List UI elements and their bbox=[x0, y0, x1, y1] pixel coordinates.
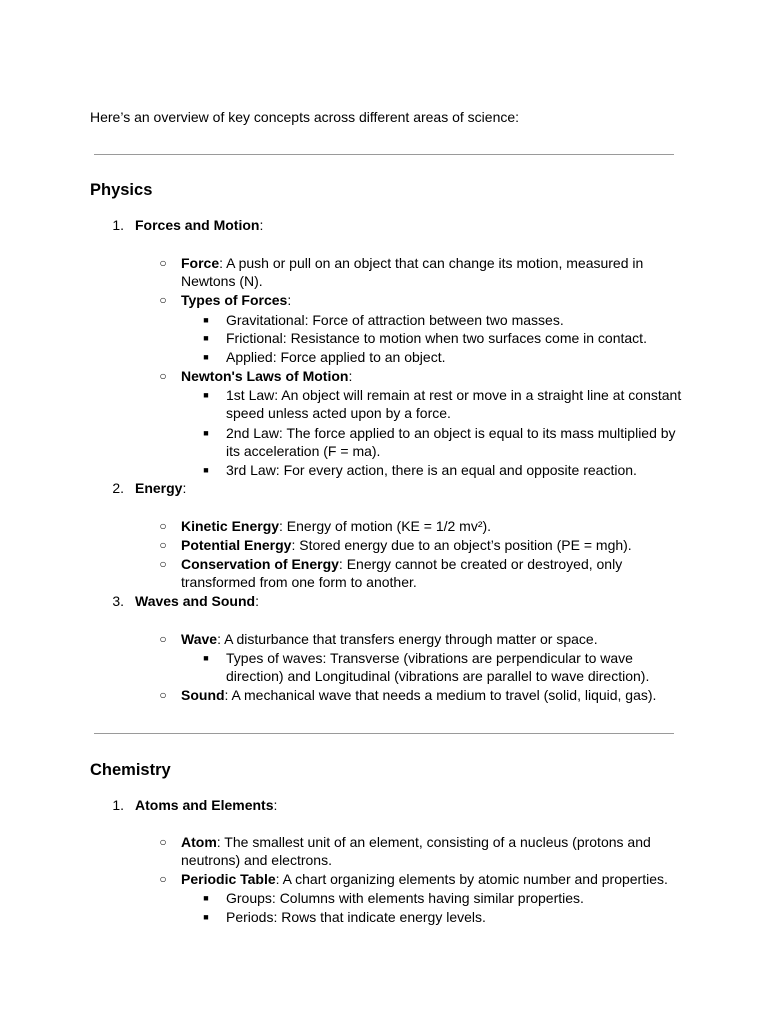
list-item: Potential Energy: Stored energy due to an object’s position (PE = mgh). bbox=[181, 537, 632, 553]
list-item: Wave: A disturbance that transfers energy through matter or space. bbox=[181, 631, 598, 647]
square-bullet-icon: ■ bbox=[203, 333, 209, 343]
circle-bullet-icon: ○ bbox=[159, 688, 167, 702]
divider bbox=[94, 733, 674, 734]
list-item: 3rd Law: For every action, there is an equal and opposite reaction. bbox=[226, 462, 637, 478]
list-item: Atom: The smallest unit of an element, consisting of a nucleus (protons and bbox=[181, 834, 651, 850]
list-item-continuation: Newtons (N). bbox=[181, 273, 263, 289]
list-item: Kinetic Energy: Energy of motion (KE = 1/2 mv²). bbox=[181, 518, 492, 534]
circle-bullet-icon: ○ bbox=[159, 519, 167, 533]
square-bullet-icon: ■ bbox=[203, 653, 209, 663]
term: Newton's Laws of Motion bbox=[181, 368, 349, 384]
term: Energy bbox=[135, 480, 183, 496]
list-item-title: Atoms and Elements: bbox=[135, 797, 278, 813]
list-item: Sound: A mechanical wave that needs a medium to travel (solid, liquid, gas). bbox=[181, 687, 657, 703]
list-item-continuation: neutrons) and electrons. bbox=[181, 852, 332, 868]
list-item: Applied: Force applied to an object. bbox=[226, 349, 446, 365]
square-bullet-icon: ■ bbox=[203, 465, 209, 475]
square-bullet-icon: ■ bbox=[203, 352, 209, 362]
term: Kinetic Energy bbox=[181, 518, 280, 534]
circle-bullet-icon: ○ bbox=[159, 293, 167, 307]
divider bbox=[94, 154, 674, 155]
list-item: Gravitational: Force of attraction between two masses. bbox=[226, 312, 564, 328]
section-heading-chemistry: Chemistry bbox=[90, 761, 171, 779]
list-item: Conservation of Energy: Energy cannot be created or destroyed, only bbox=[181, 556, 623, 572]
term: Atoms and Elements bbox=[135, 797, 274, 813]
term: Conservation of Energy bbox=[181, 556, 339, 572]
list-item-title: Energy: bbox=[135, 480, 187, 496]
list-item: 2nd Law: The force applied to an object is equal to its mass multiplied by bbox=[226, 425, 676, 441]
list-item: Force: A push or pull on an object that can change its motion, measured in bbox=[181, 255, 644, 271]
term: Atom bbox=[181, 834, 217, 850]
list-item: 1st Law: An object will remain at rest or move in a straight line at constant bbox=[226, 387, 682, 403]
term: Types of Forces bbox=[181, 292, 288, 308]
term: Forces and Motion bbox=[135, 217, 260, 233]
list-item-continuation: direction) and Longitudinal (vibrations are parallel to wave direction). bbox=[226, 668, 650, 684]
list-number: 1. bbox=[112, 797, 124, 813]
list-item: Newton's Laws of Motion: bbox=[181, 368, 353, 384]
list-item-title: Waves and Sound: bbox=[135, 593, 259, 609]
list-item-continuation: its acceleration (F = ma). bbox=[226, 443, 381, 459]
circle-bullet-icon: ○ bbox=[159, 256, 167, 270]
square-bullet-icon: ■ bbox=[203, 893, 209, 903]
list-item: Periodic Table: A chart organizing elements by atomic number and properties. bbox=[181, 871, 668, 887]
square-bullet-icon: ■ bbox=[203, 315, 209, 325]
list-item: Periods: Rows that indicate energy levels. bbox=[226, 909, 486, 925]
list-item: Frictional: Resistance to motion when two surfaces come in contact. bbox=[226, 330, 647, 346]
circle-bullet-icon: ○ bbox=[159, 835, 167, 849]
circle-bullet-icon: ○ bbox=[159, 632, 167, 646]
list-number: 3. bbox=[112, 593, 124, 609]
term: Force bbox=[181, 255, 220, 271]
circle-bullet-icon: ○ bbox=[159, 369, 167, 383]
list-item: Types of Forces: bbox=[181, 292, 292, 308]
list-item-continuation: speed unless acted upon by a force. bbox=[226, 405, 451, 421]
list-number: 2. bbox=[112, 480, 124, 496]
term: Waves and Sound bbox=[135, 593, 256, 609]
list-item-title: Forces and Motion: bbox=[135, 217, 264, 233]
list-item-continuation: transformed from one form to another. bbox=[181, 574, 417, 590]
list-item: Groups: Columns with elements having similar properties. bbox=[226, 890, 584, 906]
term: Potential Energy bbox=[181, 537, 292, 553]
circle-bullet-icon: ○ bbox=[159, 557, 167, 571]
term: Wave bbox=[181, 631, 218, 647]
list-number: 1. bbox=[112, 217, 124, 233]
square-bullet-icon: ■ bbox=[203, 428, 209, 438]
square-bullet-icon: ■ bbox=[203, 390, 209, 400]
term: Sound bbox=[181, 687, 225, 703]
square-bullet-icon: ■ bbox=[203, 912, 209, 922]
circle-bullet-icon: ○ bbox=[159, 872, 167, 886]
intro-text: Here’s an overview of key concepts across different areas of science: bbox=[90, 109, 520, 125]
section-heading-physics: Physics bbox=[90, 181, 153, 199]
circle-bullet-icon: ○ bbox=[159, 538, 167, 552]
list-item: Types of waves: Transverse (vibrations are perpendicular to wave bbox=[226, 650, 633, 666]
term: Periodic Table bbox=[181, 871, 276, 887]
